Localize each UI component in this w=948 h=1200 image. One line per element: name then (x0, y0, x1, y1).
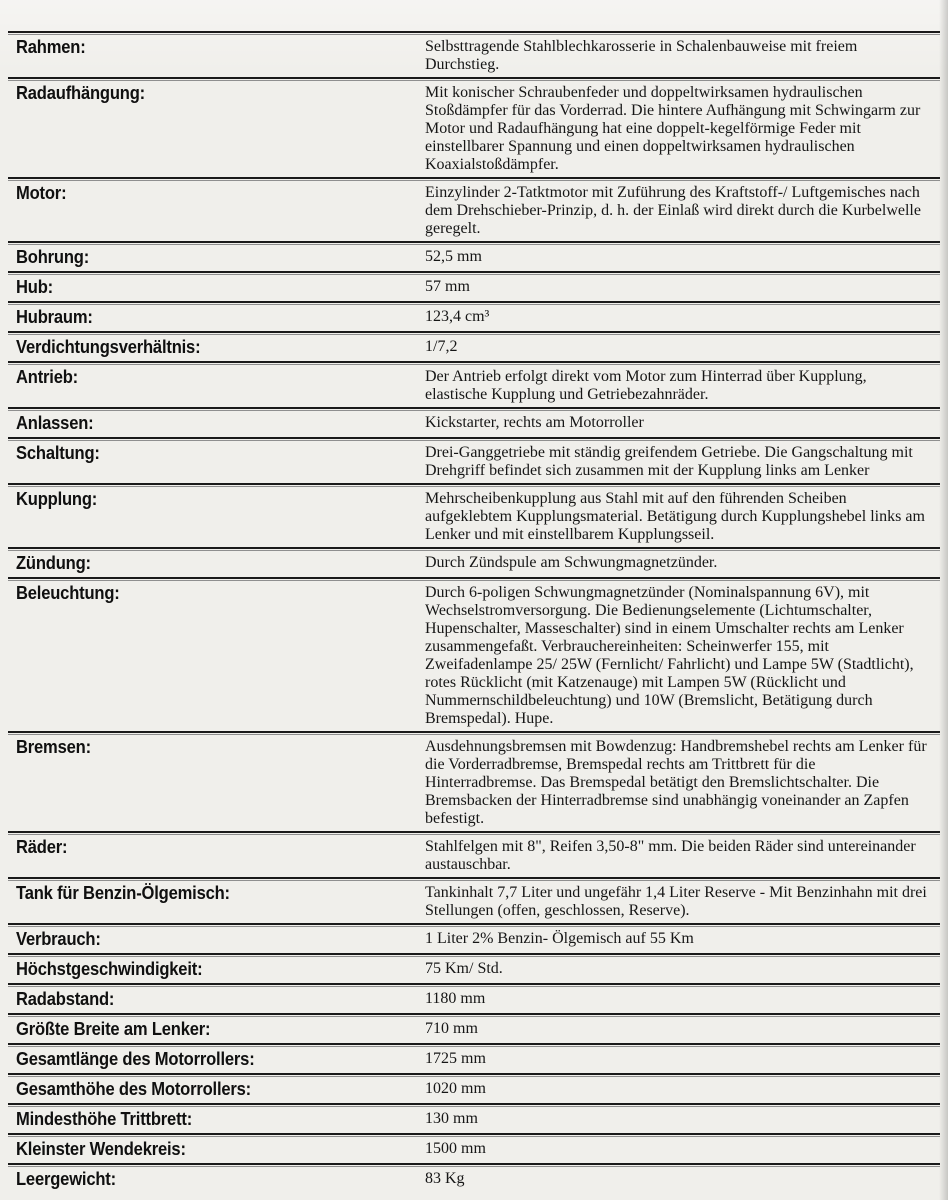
spec-label (8, 184, 425, 204)
spec-value: 52,5 mm (425, 248, 482, 265)
spec-label (8, 248, 425, 268)
spec-label-text: Beleuchtung: (16, 583, 120, 603)
scan-edge-shadow (939, 0, 948, 1200)
spec-label-text: Radabstand: (16, 989, 115, 1009)
spec-table (8, 31, 940, 1193)
spec-label (8, 960, 425, 980)
spec-label-text: Hubraum: (16, 307, 93, 327)
spec-label-text: Hub: (16, 277, 53, 297)
spec-value: 710 mm (425, 1020, 478, 1037)
spec-value: 1725 mm (425, 1050, 486, 1067)
spec-value: 1500 mm (425, 1140, 486, 1157)
spec-value: 1180 mm (425, 990, 486, 1007)
spec-row (8, 1043, 940, 1073)
spec-label-text: Kupplung: (16, 489, 98, 509)
spec-label (8, 444, 425, 464)
spec-label (8, 414, 425, 434)
spec-label (8, 584, 425, 604)
spec-value: Der Antrieb erfolgt direkt vom Motor zum Hinterrad über Kupplung, elastische Kupplung und Getriebezahnräder. (425, 368, 867, 403)
spec-label-text: Tank für Benzin-Ölgemisch: (16, 883, 230, 903)
spec-row (8, 437, 940, 483)
spec-label (8, 1050, 425, 1070)
spec-label (8, 1110, 425, 1130)
spec-value: Stahlfelgen mit 8", Reifen 3,50-8" mm. Die beiden Räder sind untereinander austauschbar. (425, 838, 916, 873)
spec-row (8, 177, 940, 241)
spec-label-text: Verdichtungsverhältnis: (16, 337, 201, 357)
spec-value: 1 Liter 2% Benzin- Ölgemisch auf 55 Km (425, 930, 694, 947)
spec-label-text: Leergewicht: (16, 1169, 116, 1189)
spec-row (8, 831, 940, 877)
spec-row (8, 731, 940, 831)
spec-label-text: Gesamthöhe des Motorrollers: (16, 1079, 252, 1099)
spec-row (8, 1163, 940, 1193)
spec-label (8, 368, 425, 388)
spec-label (8, 554, 425, 574)
spec-label-text: Mindesthöhe Trittbrett: (16, 1109, 193, 1129)
spec-label (8, 308, 425, 328)
spec-label (8, 1170, 425, 1190)
spec-label (8, 490, 425, 510)
spec-row (8, 241, 940, 271)
spec-row (8, 1013, 940, 1043)
spec-label (8, 884, 425, 904)
spec-label-text: Rahmen: (16, 37, 86, 57)
spec-row (8, 77, 940, 177)
spec-value: 123,4 cm³ (425, 308, 490, 325)
spec-value: Durch Zündspule am Schwungmagnetzünder. (425, 554, 718, 571)
spec-row (8, 301, 940, 331)
spec-label (8, 838, 425, 858)
spec-row (8, 547, 940, 577)
spec-row (8, 1133, 940, 1163)
spec-value: 75 Km/ Std. (425, 960, 503, 977)
spec-value: Durch 6-poligen Schwungmagnetzünder (Nominalspannung 6V), mit Wechselstromversorgung. Die Bedienungselemente (Lichtumschalter, Hupenschalter, Masseschalter) sind in einem Umschalter rechts am Lenker zusammengefaßt. Verbrauchereinheiten: Scheinwerfer 155, mit Zweifadenlampe 25/ 25W (Fernlicht/ Fahrlicht) und Lampe 5W (Stadtlicht), rotes Rücklicht (mit Katzenauge) mit Lampen 5W (Rücklicht und Nummernschildbeleuchtung) und 10W (Bremslicht, Betätigung durch Bremspedal). Hupe. (425, 584, 914, 727)
spec-row (8, 361, 940, 407)
spec-row (8, 1103, 940, 1133)
spec-label (8, 738, 425, 758)
spec-value: 83 Kg (425, 1170, 465, 1187)
spec-row (8, 923, 940, 953)
spec-value: Drei-Ganggetriebe mit ständig greifendem Getriebe. Die Gangschaltung mit Drehgriff befindet sich zusammen mit der Kupplung links am Lenker (425, 444, 913, 479)
spec-row (8, 331, 940, 361)
spec-label (8, 278, 425, 298)
spec-label-text: Gesamtlänge des Motorrollers: (16, 1049, 255, 1069)
spec-label-text: Antrieb: (16, 367, 79, 387)
spec-label (8, 1140, 425, 1160)
spec-label-text: Größte Breite am Lenker: (16, 1019, 211, 1039)
spec-value: 1020 mm (425, 1080, 486, 1097)
spec-value: Kickstarter, rechts am Motorroller (425, 414, 644, 431)
spec-row (8, 983, 940, 1013)
spec-value: Tankinhalt 7,7 Liter und ungefähr 1,4 Liter Reserve - Mit Benzinhahn mit drei Stellungen (offen, geschlossen, Reserve). (425, 884, 927, 919)
spec-label-text: Zündung: (16, 553, 91, 573)
spec-row (8, 953, 940, 983)
spec-value: Selbsttragende Stahlblechkarosserie in Schalenbauweise mit freiem Durchstieg. (425, 38, 858, 73)
spec-label (8, 38, 425, 58)
spec-label (8, 990, 425, 1010)
spec-value: 1/7,2 (425, 338, 458, 355)
spec-row (8, 31, 940, 77)
spec-value: 57 mm (425, 278, 470, 295)
spec-label-text: Anlassen: (16, 413, 94, 433)
spec-row (8, 483, 940, 547)
spec-value: Mehrscheibenkupplung aus Stahl mit auf den führenden Scheiben aufgeklebtem Kupplungsmaterial. Betätigung durch Kupplungshebel links am Lenker und mit einstellbarem Kupplungsseil. (425, 490, 925, 543)
spec-label (8, 930, 425, 950)
spec-label-text: Verbrauch: (16, 929, 101, 949)
spec-row (8, 877, 940, 923)
spec-label-text: Radaufhängung: (16, 83, 145, 103)
spec-row (8, 407, 940, 437)
spec-value: 130 mm (425, 1110, 478, 1127)
spec-label-text: Höchstgeschwindigkeit: (16, 959, 203, 979)
spec-value: Mit konischer Schraubenfeder und doppeltwirksamen hydraulischen Stoßdämpfer für das Vorderrad. Die hintere Aufhängung mit Schwingarm zur Motor und Radaufhängung hat eine doppelt-kegelförmige Feder mit einstellbarer Spannung und einen doppeltwirksamen hydraulischen Koaxialstoßdämpfer. (425, 84, 921, 173)
spec-label (8, 1020, 425, 1040)
spec-label-text: Motor: (16, 183, 67, 203)
spec-value: Einzylinder 2-Tatktmotor mit Zuführung des Kraftstoff-/ Luftgemisches nach dem Drehschieber-Prinzip, d. h. der Einlaß wird direkt durch die Kurbelwelle geregelt. (425, 184, 921, 237)
spec-value: Ausdehnungsbremsen mit Bowdenzug: Handbremshebel rechts am Lenker für die Vorderradbremse, Bremspedal rechts am Trittbrett für die Hinterradbremse. Das Bremspedal betätigt den Bremslichtschalter. Die Bremsbacken der Hinterradbremse sind unabhängig voneinander an Zapfen befestigt. (425, 738, 927, 827)
spec-label-text: Schaltung: (16, 443, 100, 463)
spec-row (8, 271, 940, 301)
spec-label-text: Bohrung: (16, 247, 90, 267)
spec-label (8, 84, 425, 104)
spec-label-text: Räder: (16, 837, 68, 857)
spec-label (8, 338, 425, 358)
spec-label (8, 1080, 425, 1100)
spec-label-text: Kleinster Wendekreis: (16, 1139, 186, 1159)
spec-row (8, 1073, 940, 1103)
spec-row (8, 577, 940, 731)
spec-label-text: Bremsen: (16, 737, 91, 757)
